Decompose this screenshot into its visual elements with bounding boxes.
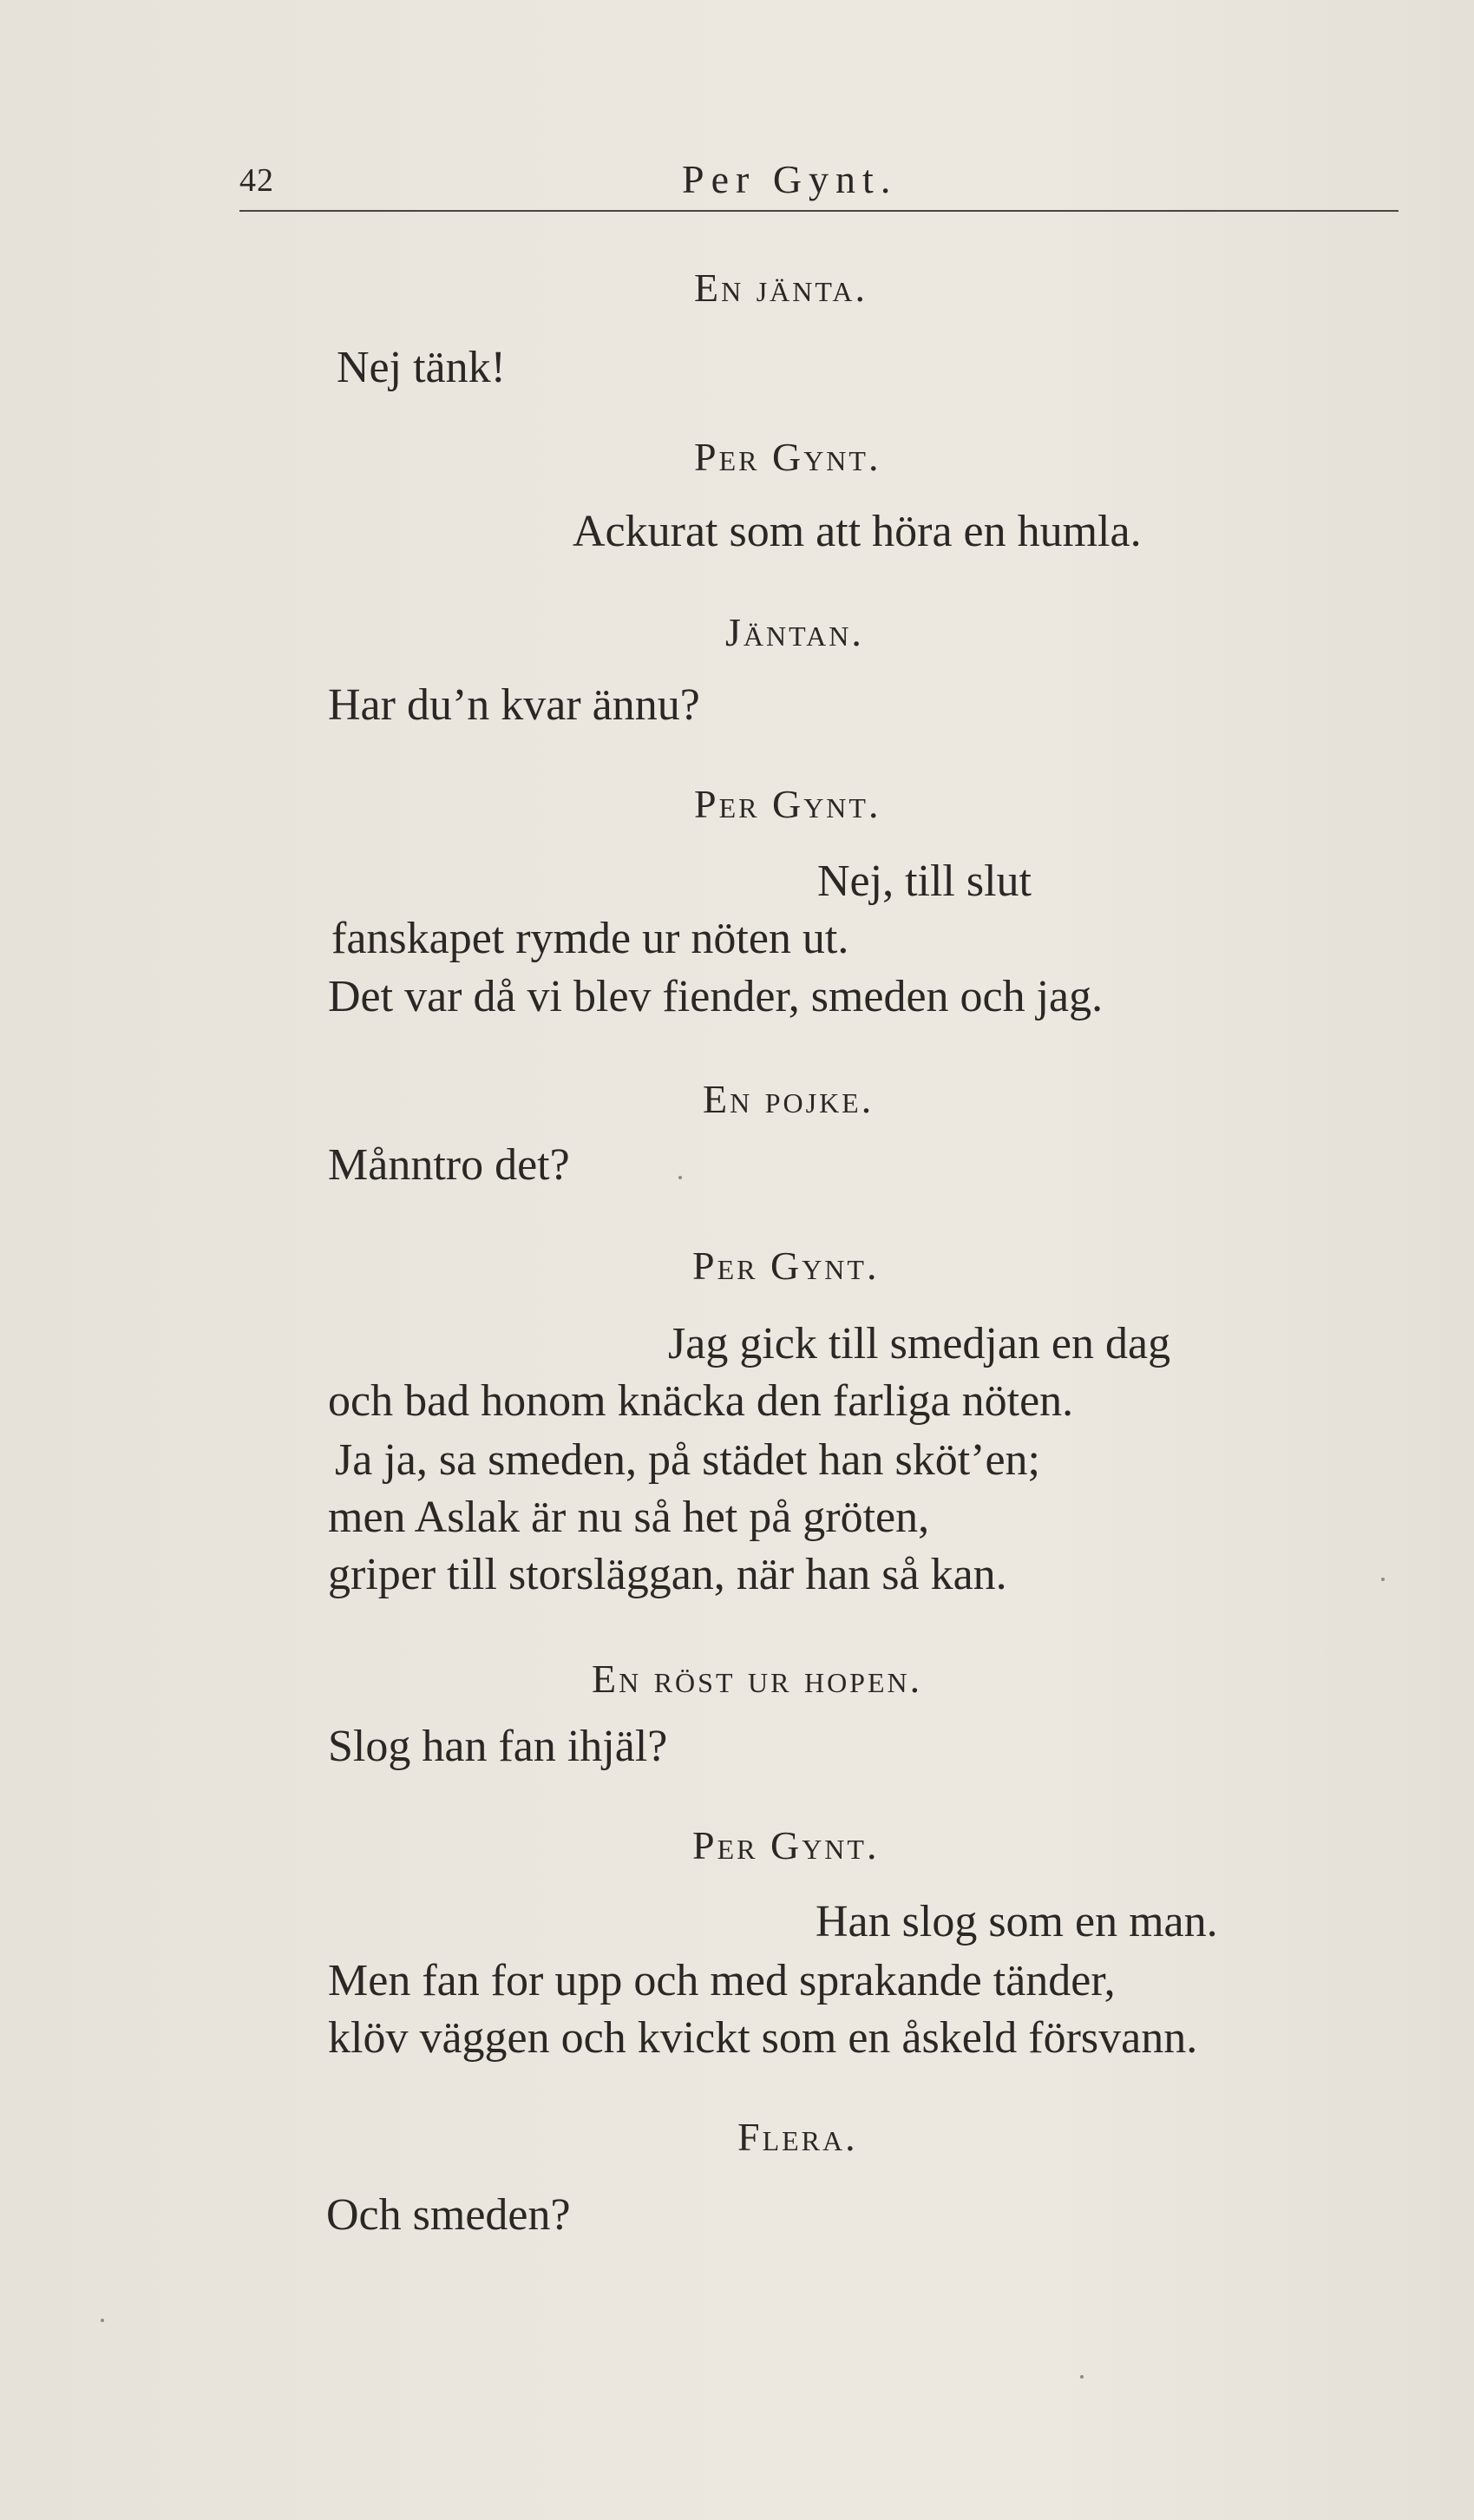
verse-line: Nej tänk! (337, 343, 506, 392)
verse-line: Ja ja, sa smeden, på städet han sköt’en; (335, 1435, 1040, 1485)
verse-line: men Aslak är nu så het på gröten, (328, 1493, 930, 1542)
verse-line: och bad honom knäcka den farliga nöten. (328, 1376, 1074, 1426)
running-title: Per Gynt. (682, 157, 898, 201)
speaker-label: En pojke. (703, 1077, 875, 1121)
verse-line: Han slog som en man. (816, 1897, 1218, 1946)
speaker-label: Per Gynt. (692, 1823, 880, 1867)
paper-speck (678, 1176, 682, 1179)
verse-line: Nej, till slut (817, 856, 1032, 906)
paper-speck (1080, 2375, 1084, 2379)
verse-line: Jag gick till smedjan en dag (668, 1319, 1171, 1368)
verse-line: Och smeden? (326, 2190, 571, 2240)
verse-line: klöv väggen och kvickt som en åskeld försvann. (328, 2013, 1198, 2063)
verse-line: Det var då vi blev fiender, smeden och jag. (328, 972, 1104, 1021)
speaker-label: En röst ur hopen. (592, 1657, 923, 1701)
verse-line: Har du’n kvar ännu? (328, 680, 700, 730)
verse-line: fanskapet rymde ur nöten ut. (331, 914, 849, 963)
verse-line: Slog han fan ihjäl? (328, 1722, 668, 1771)
speaker-label: Per Gynt. (694, 435, 881, 479)
speaker-label: Per Gynt. (692, 1244, 880, 1288)
verse-line: griper till storsläggan, när han så kan. (328, 1550, 1007, 1599)
page-header (239, 156, 1399, 212)
page-number: 42 (239, 162, 274, 199)
verse-line: Ackurat som att höra en humla. (573, 507, 1142, 556)
speaker-label: En jänta. (694, 266, 868, 310)
speaker-label: Jäntan. (725, 610, 864, 654)
verse-line: Månntro det? (328, 1140, 570, 1190)
verse-line: Men fan for upp och med sprakande tänder, (328, 1956, 1116, 2005)
speaker-label: Per Gynt. (694, 782, 881, 826)
paper-speck (101, 2319, 104, 2322)
paper-speck (1381, 1578, 1385, 1581)
speaker-label: Flera. (737, 2115, 858, 2159)
